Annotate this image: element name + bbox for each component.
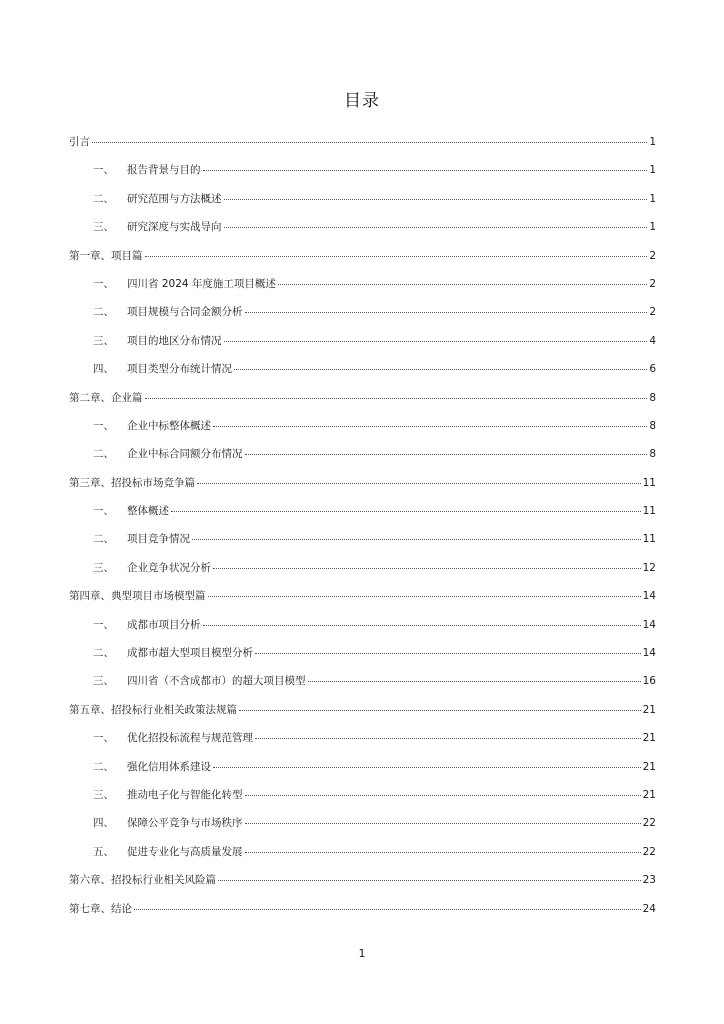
toc-entry-label: 引言 bbox=[69, 136, 90, 148]
toc-entry-page-number: 14 bbox=[642, 647, 656, 660]
toc-dot-leader bbox=[171, 511, 641, 512]
toc-chapter-entry[interactable] bbox=[69, 897, 656, 925]
toc-dot-leader bbox=[234, 369, 647, 370]
toc-entry-label: 整体概述 bbox=[127, 505, 169, 518]
toc-entry-page-number: 12 bbox=[642, 561, 656, 574]
toc-entry-page-number: 4 bbox=[649, 334, 656, 347]
toc-entry-number: 二、 bbox=[93, 533, 114, 546]
toc-dot-leader bbox=[224, 199, 648, 200]
toc-chapter-entry[interactable] bbox=[69, 386, 656, 414]
toc-entry-label: 优化招投标流程与规范管理 bbox=[127, 732, 253, 745]
toc-entry-label: 四川省 2024 年度施工项目概述 bbox=[127, 277, 276, 290]
toc-entry-number: 一、 bbox=[93, 618, 114, 631]
toc-chapter-entry[interactable] bbox=[69, 698, 656, 726]
toc-entry-number: 一、 bbox=[93, 164, 114, 177]
toc-entry-label: 研究深度与实战导向 bbox=[127, 221, 222, 234]
toc-entry-page-number: 14 bbox=[642, 618, 656, 631]
toc-entry-number: 四、 bbox=[93, 817, 114, 830]
toc-entry-page-number: 14 bbox=[642, 590, 656, 603]
toc-entry-number: 二、 bbox=[93, 647, 114, 660]
toc-entry-label: 企业中标合同额分布情况 bbox=[127, 448, 243, 461]
toc-section-entry[interactable] bbox=[69, 357, 656, 385]
toc-chapter-entry[interactable] bbox=[69, 471, 656, 499]
toc-entry-number: 二、 bbox=[93, 192, 114, 205]
toc-entry-label: 项目规模与合同金额分析 bbox=[127, 306, 243, 319]
toc-chapter-entry[interactable] bbox=[69, 244, 656, 272]
toc-dot-leader bbox=[218, 880, 641, 881]
toc-entry-page-number: 8 bbox=[649, 391, 656, 404]
toc-entry-label: 研究范围与方法概述 bbox=[127, 192, 222, 205]
toc-entry-label: 项目竞争情况 bbox=[127, 533, 190, 546]
toc-entry-number: 三、 bbox=[93, 788, 114, 801]
toc-entry-number: 一、 bbox=[93, 419, 114, 432]
toc-dot-leader bbox=[278, 284, 647, 285]
toc-dot-leader bbox=[255, 738, 641, 739]
toc-section-entry[interactable] bbox=[69, 499, 656, 527]
toc-dot-leader bbox=[213, 568, 641, 569]
toc-entry-page-number: 11 bbox=[642, 533, 656, 546]
toc-entry-number: 三、 bbox=[93, 221, 114, 234]
toc-dot-leader bbox=[203, 625, 641, 626]
toc-entry-page-number: 11 bbox=[642, 505, 656, 518]
toc-entry-label: 报告背景与目的 bbox=[127, 164, 201, 177]
toc-chapter-entry[interactable] bbox=[69, 584, 656, 612]
toc-dot-leader bbox=[245, 454, 648, 455]
toc-dot-leader bbox=[145, 256, 648, 257]
toc-section-entry[interactable] bbox=[69, 527, 656, 555]
toc-section-entry[interactable] bbox=[69, 613, 656, 641]
toc-entry-page-number: 2 bbox=[649, 249, 656, 262]
toc-entry-page-number: 22 bbox=[642, 817, 656, 830]
toc-entry-page-number: 8 bbox=[649, 448, 656, 461]
toc-dot-leader bbox=[245, 823, 641, 824]
toc-section-entry[interactable] bbox=[69, 442, 656, 470]
toc-entry-page-number: 6 bbox=[649, 363, 656, 376]
toc-entry-number: 五、 bbox=[93, 845, 114, 858]
toc-entry-page-number: 2 bbox=[649, 306, 656, 319]
toc-entry-number: 二、 bbox=[93, 760, 114, 773]
toc-entry-page-number: 16 bbox=[642, 675, 656, 688]
page-title: 目录 bbox=[344, 91, 380, 111]
toc-entry-label: 项目的地区分布情况 bbox=[127, 334, 222, 347]
toc-entry-page-number: 24 bbox=[642, 902, 656, 915]
toc-dot-leader bbox=[224, 341, 648, 342]
toc-section-entry[interactable] bbox=[69, 811, 656, 839]
toc-dot-leader bbox=[224, 227, 648, 228]
toc-entry-number: 一、 bbox=[93, 505, 114, 518]
toc-entry-label: 成都市项目分析 bbox=[127, 618, 201, 631]
toc-section-entry[interactable] bbox=[69, 783, 656, 811]
toc-entry-number: 三、 bbox=[93, 561, 114, 574]
toc-entry-page-number: 2 bbox=[649, 277, 656, 290]
toc-dot-leader bbox=[134, 909, 641, 910]
toc-entry-page-number: 22 bbox=[642, 845, 656, 858]
toc-entry-label: 第一章、项目篇 bbox=[69, 249, 143, 262]
footer-page-number: 1 bbox=[358, 947, 366, 960]
toc-entry-label: 企业中标整体概述 bbox=[127, 419, 211, 432]
toc-entry-label: 促进专业化与高质量发展 bbox=[127, 845, 243, 858]
toc-entry-page-number: 23 bbox=[642, 874, 656, 887]
toc-dot-leader bbox=[192, 539, 641, 540]
toc-section-entry[interactable] bbox=[69, 158, 656, 186]
toc-entry-label: 四川省（不含成都市）的超大项目模型 bbox=[127, 675, 306, 688]
toc-entry-label: 第四章、典型项目市场模型篇 bbox=[69, 590, 206, 603]
toc-entry-label: 强化信用体系建设 bbox=[127, 760, 211, 773]
toc-dot-leader bbox=[145, 398, 648, 399]
toc-section-entry[interactable] bbox=[69, 272, 656, 300]
toc-section-entry[interactable] bbox=[69, 556, 656, 584]
toc-entry-number: 三、 bbox=[93, 334, 114, 347]
toc-entry-label: 成都市超大型项目模型分析 bbox=[127, 647, 253, 660]
toc-dot-leader bbox=[245, 852, 641, 853]
toc-dot-leader bbox=[213, 767, 641, 768]
table-of-contents bbox=[69, 130, 656, 925]
toc-section-entry[interactable] bbox=[69, 329, 656, 357]
toc-entry-page-number: 1 bbox=[649, 192, 656, 205]
toc-entry-page-number: 1 bbox=[649, 136, 656, 148]
toc-chapter-entry[interactable] bbox=[69, 868, 656, 896]
toc-entry-number: 一、 bbox=[93, 732, 114, 745]
toc-section-entry[interactable] bbox=[69, 300, 656, 328]
toc-entry-number: 四、 bbox=[93, 363, 114, 376]
toc-entry-page-number: 21 bbox=[642, 760, 656, 773]
toc-entry-page-number: 1 bbox=[649, 221, 656, 234]
toc-entry-page-number: 1 bbox=[649, 164, 656, 177]
toc-dot-leader bbox=[203, 170, 648, 171]
toc-entry-label: 项目类型分布统计情况 bbox=[127, 363, 232, 376]
toc-dot-leader bbox=[255, 653, 641, 654]
toc-entry-page-number: 21 bbox=[642, 732, 656, 745]
toc-dot-leader bbox=[213, 426, 647, 427]
toc-section-entry[interactable] bbox=[69, 755, 656, 783]
toc-section-entry[interactable] bbox=[69, 187, 656, 215]
toc-section-entry[interactable] bbox=[69, 414, 656, 442]
toc-entry-label: 第五章、招投标行业相关政策法规篇 bbox=[69, 703, 237, 716]
toc-entry-label: 第三章、招投标市场竞争篇 bbox=[69, 476, 195, 489]
toc-entry-number: 二、 bbox=[93, 306, 114, 319]
toc-entry-page-number: 8 bbox=[649, 419, 656, 432]
toc-entry-number: 二、 bbox=[93, 448, 114, 461]
toc-entry-number: 一、 bbox=[93, 277, 114, 290]
toc-entry-label: 第二章、企业篇 bbox=[69, 391, 143, 404]
toc-dot-leader bbox=[197, 483, 641, 484]
toc-section-entry[interactable] bbox=[69, 641, 656, 669]
toc-dot-leader bbox=[92, 142, 647, 143]
toc-entry-label: 保障公平竞争与市场秩序 bbox=[127, 817, 243, 830]
toc-entry-label: 推动电子化与智能化转型 bbox=[127, 788, 243, 801]
toc-entry-number: 三、 bbox=[93, 675, 114, 688]
toc-dot-leader bbox=[308, 681, 641, 682]
toc-section-entry[interactable] bbox=[69, 215, 656, 243]
toc-entry-page-number: 11 bbox=[642, 476, 656, 489]
toc-dot-leader bbox=[245, 312, 648, 313]
toc-chapter-entry[interactable] bbox=[69, 130, 656, 158]
toc-entry-page-number: 21 bbox=[642, 788, 656, 801]
toc-dot-leader bbox=[239, 710, 641, 711]
toc-dot-leader bbox=[245, 795, 641, 796]
toc-entry-label: 第六章、招投标行业相关风险篇 bbox=[69, 874, 216, 887]
toc-section-entry[interactable] bbox=[69, 726, 656, 754]
toc-section-entry[interactable] bbox=[69, 840, 656, 868]
toc-entry-label: 企业竞争状况分析 bbox=[127, 561, 211, 574]
toc-section-entry[interactable] bbox=[69, 669, 656, 697]
toc-entry-label: 第七章、结论 bbox=[69, 902, 132, 915]
toc-entry-page-number: 21 bbox=[642, 703, 656, 716]
toc-dot-leader bbox=[208, 596, 641, 597]
